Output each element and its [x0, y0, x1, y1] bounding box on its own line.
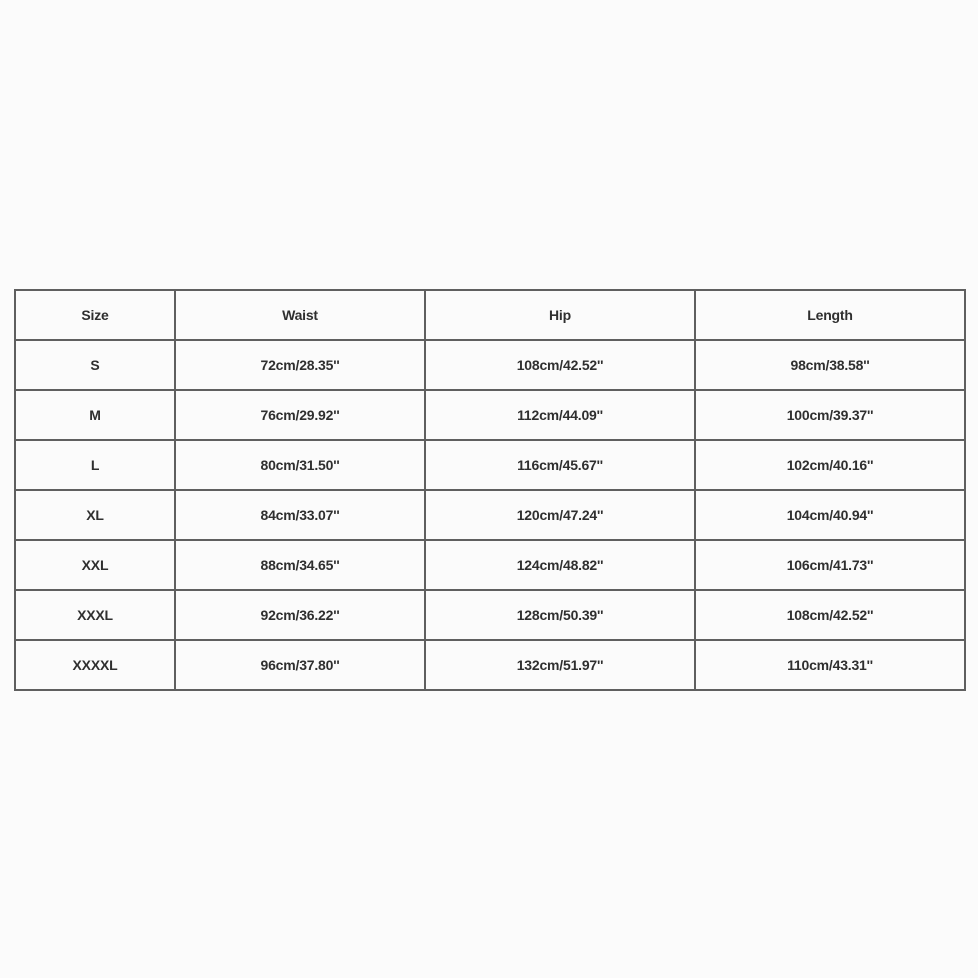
length-cell: 108cm/42.52'' — [695, 590, 965, 640]
header-length: Length — [695, 290, 965, 340]
length-cell: 102cm/40.16'' — [695, 440, 965, 490]
size-cell: L — [15, 440, 175, 490]
waist-cell: 72cm/28.35'' — [175, 340, 425, 390]
hip-cell: 128cm/50.39'' — [425, 590, 695, 640]
hip-cell: 120cm/47.24'' — [425, 490, 695, 540]
length-cell: 106cm/41.73'' — [695, 540, 965, 590]
table-row — [15, 640, 965, 690]
table-row — [15, 440, 965, 490]
hip-cell: 132cm/51.97'' — [425, 640, 695, 690]
size-cell: XL — [15, 490, 175, 540]
header-hip: Hip — [425, 290, 695, 340]
table-row — [15, 590, 965, 640]
hip-cell: 112cm/44.09'' — [425, 390, 695, 440]
size-cell: M — [15, 390, 175, 440]
length-cell: 110cm/43.31'' — [695, 640, 965, 690]
length-cell: 100cm/39.37'' — [695, 390, 965, 440]
header-size: Size — [15, 290, 175, 340]
size-chart-table — [14, 289, 966, 691]
waist-cell: 88cm/34.65'' — [175, 540, 425, 590]
hip-cell: 108cm/42.52'' — [425, 340, 695, 390]
hip-cell: 124cm/48.82'' — [425, 540, 695, 590]
waist-cell: 92cm/36.22'' — [175, 590, 425, 640]
waist-cell: 80cm/31.50'' — [175, 440, 425, 490]
table-row — [15, 490, 965, 540]
table-row — [15, 540, 965, 590]
hip-cell: 116cm/45.67'' — [425, 440, 695, 490]
header-waist: Waist — [175, 290, 425, 340]
table-header-row — [15, 290, 965, 340]
table-row — [15, 340, 965, 390]
size-cell: XXXL — [15, 590, 175, 640]
size-cell: XXXXL — [15, 640, 175, 690]
length-cell: 98cm/38.58'' — [695, 340, 965, 390]
waist-cell: 76cm/29.92'' — [175, 390, 425, 440]
table-row — [15, 390, 965, 440]
waist-cell: 96cm/37.80'' — [175, 640, 425, 690]
size-cell: S — [15, 340, 175, 390]
size-cell: XXL — [15, 540, 175, 590]
length-cell: 104cm/40.94'' — [695, 490, 965, 540]
waist-cell: 84cm/33.07'' — [175, 490, 425, 540]
